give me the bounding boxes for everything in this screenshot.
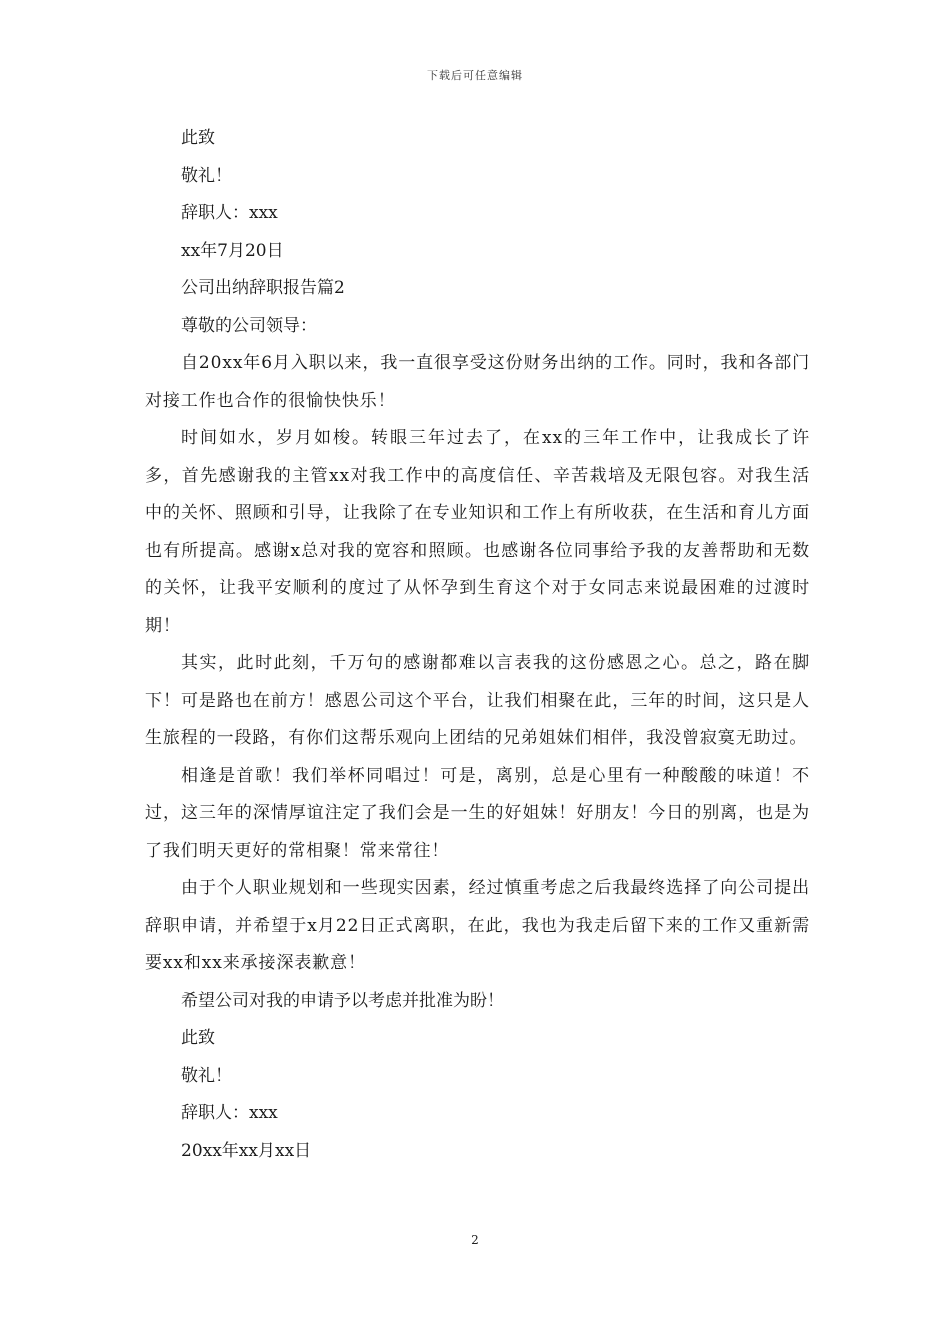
letter-greeting: 尊敬的公司领导： <box>181 315 317 336</box>
letter-request: 希望公司对我的申请予以考虑并批准为盼！ <box>181 990 504 1011</box>
closing-date: xx年7月20日 <box>181 240 284 261</box>
page-number: 2 <box>471 1233 479 1247</box>
closing-salutation: 此致 <box>181 128 215 148</box>
body-paragraph: 其实，此时此刻，千万句的感谢都难以言表我的这份感恩之心。总之，路在脚下！可是路也在前方！感恩公司这个平台，让我们相聚在此，三年的时间，这只是人生旅程的一段路，有你们这帮乐观向上团结的兄弟姐妹们相伴，我没曾寂寞无助过。 <box>145 653 810 748</box>
letter-respect: 敬礼！ <box>181 1065 232 1086</box>
body-paragraph: 相逢是首歌！我们举杯同唱过！可是，离别，总是心里有一种酸酸的味道！不过，这三年的深情厚谊注定了我们会是一生的好姐妹！好朋友！今日的别离，也是为了我们明天更好的常相聚！常来常往！ <box>145 765 810 861</box>
body-paragraph: 由于个人职业规划和一些现实因素，经过慎重考虑之后我最终选择了向公司提出辞职申请，并希望于x月22日正式离职，在此，我也为我走后留下来的工作又重新需要xx和xx来承接深表歉意！ <box>145 878 810 973</box>
section-title: 公司出纳辞职报告篇2 <box>181 278 345 298</box>
closing-signer: 辞职人：xxx <box>181 203 278 223</box>
page-header: 下载后可任意编辑 <box>427 69 523 82</box>
letter-date: 20xx年xx月xx日 <box>181 1140 312 1161</box>
body-paragraph: 时间如水，岁月如梭。转眼三年过去了，在xx的三年工作中，让我成长了许多，首先感谢我的主管xx对我工作中的高度信任、辛苦栽培及无限包容。对我生活中的关怀、照顾和引导，让我除了在专业知识和工作上有所收获，在生活和育儿方面也有所提高。感谢x总对我的宽容和照顾。也感谢各位同事给予我的友善帮助和无数的关怀，让我平安顺利的度过了从怀孕到生育这个对于女同志来说最困难的过渡时期！ <box>145 428 810 636</box>
letter-salutation: 此致 <box>181 1028 215 1048</box>
closing-respect: 敬礼！ <box>181 165 232 186</box>
body-paragraph: 自20xx年6月入职以来，我一直很享受这份财务出纳的工作。同时，我和各部门对接工作也合作的很愉快快乐！ <box>145 353 810 411</box>
document-body <box>145 120 810 1170</box>
letter-signer: 辞职人：xxx <box>181 1103 278 1123</box>
